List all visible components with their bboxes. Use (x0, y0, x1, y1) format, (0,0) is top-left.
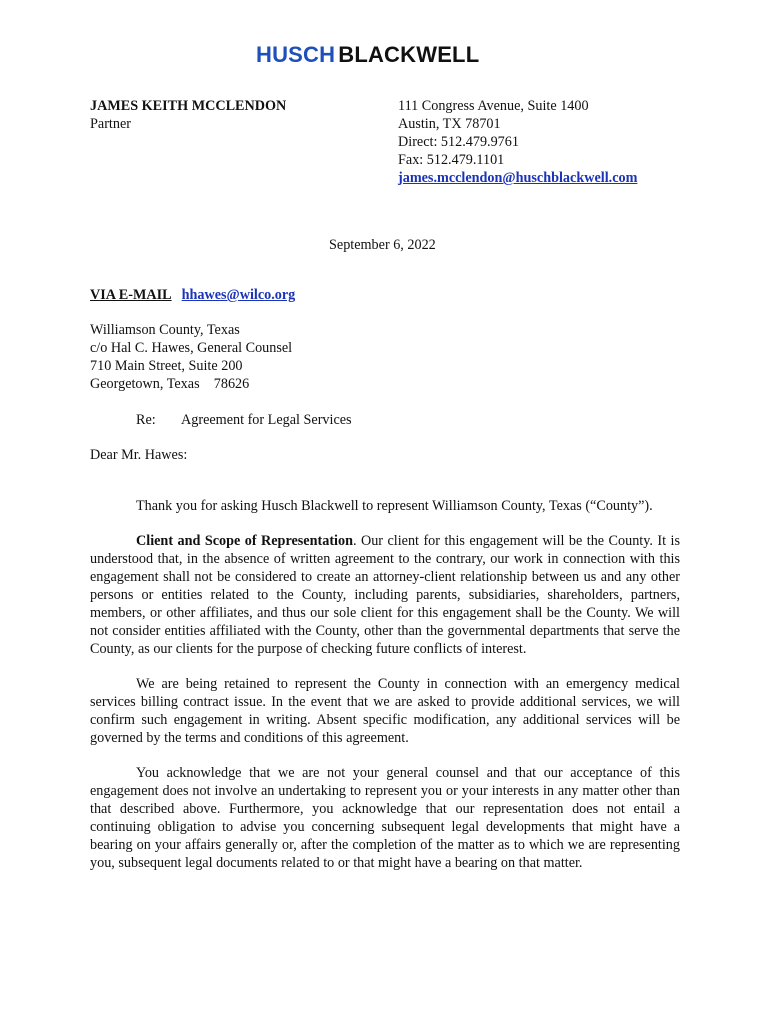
delivery-method (90, 286, 295, 304)
address-line-2: Austin, TX 78701 (398, 116, 501, 132)
sender-title: Partner (90, 116, 131, 132)
subject-line (136, 411, 352, 429)
re-label: Re: (136, 412, 156, 428)
recipient-line-4: Georgetown, Texas 78626 (90, 376, 250, 392)
logo-husch: HUSCH (256, 42, 336, 67)
fax-number: Fax: 512.479.1101 (398, 152, 505, 168)
letter-date: September 6, 2022 (329, 237, 436, 253)
paragraph-3: We are being retained to represent the County in connection with an emergency medical services billing contract issue. In the event that we are asked to provide additional services, we will confirm such engagement in writing. Absent specific modification, any additional services will be governed by the terms and conditions of this agreement. (90, 676, 680, 746)
paragraph-2-text: . Our client for this engagement will be the County. It is understood that, in the absence of written agreement to the contrary, our work in connection with this engagement shall not be considered to create an attorney-client relationship between us and any other persons or entities related to the County, including parents, subsidiaries, shareholders, partners, members, or other affiliates, and thus our sole client for this engagement shall be the County. We will not consider entities affiliated with the County, other than the governmental departments that serve the County, as our clients for the purpose of checking future conflicts of interest. (90, 533, 680, 657)
salutation: Dear Mr. Hawes: (90, 447, 188, 463)
paragraph-2 (90, 532, 680, 658)
paragraph-2-heading: Client and Scope of Representation (136, 533, 353, 549)
letter-body (90, 497, 680, 889)
sender-block (90, 97, 286, 133)
sender-address-block (398, 97, 637, 187)
recipient-line-1: Williamson County, Texas (90, 322, 240, 338)
paragraph-4: You acknowledge that we are not your general counsel and that our acceptance of this engagement does not involve an undertaking to represent you or your interests in any matter other than that described above. Furthermore, you acknowledge that our representation does not entail a continuing obligation to advise you concerning subsequent legal developments that might have a bearing on your affairs generally or, after the completion of the matter as to which we are representing you, subsequent legal documents related to or that might have a bearing on that matter. (90, 765, 680, 871)
recipient-line-3: 710 Main Street, Suite 200 (90, 358, 243, 374)
address-line-1: 111 Congress Avenue, Suite 1400 (398, 98, 589, 114)
sender-email-link[interactable]: james.mcclendon@huschblackwell.com (398, 170, 638, 186)
firm-logo (256, 42, 480, 67)
recipient-line-2: c/o Hal C. Hawes, General Counsel (90, 340, 293, 356)
re-subject: Agreement for Legal Services (181, 412, 352, 428)
via-label: VIA E-MAIL (90, 287, 172, 303)
sender-name: JAMES KEITH MCCLENDON (90, 98, 287, 114)
recipient-block (90, 321, 292, 393)
direct-phone: Direct: 512.479.9761 (398, 134, 519, 150)
recipient-email-link[interactable]: hhawes@wilco.org (181, 287, 296, 303)
paragraph-1: Thank you for asking Husch Blackwell to represent Williamson County, Texas (“County”). (136, 498, 653, 514)
logo-blackwell: BLACKWELL (338, 42, 480, 67)
